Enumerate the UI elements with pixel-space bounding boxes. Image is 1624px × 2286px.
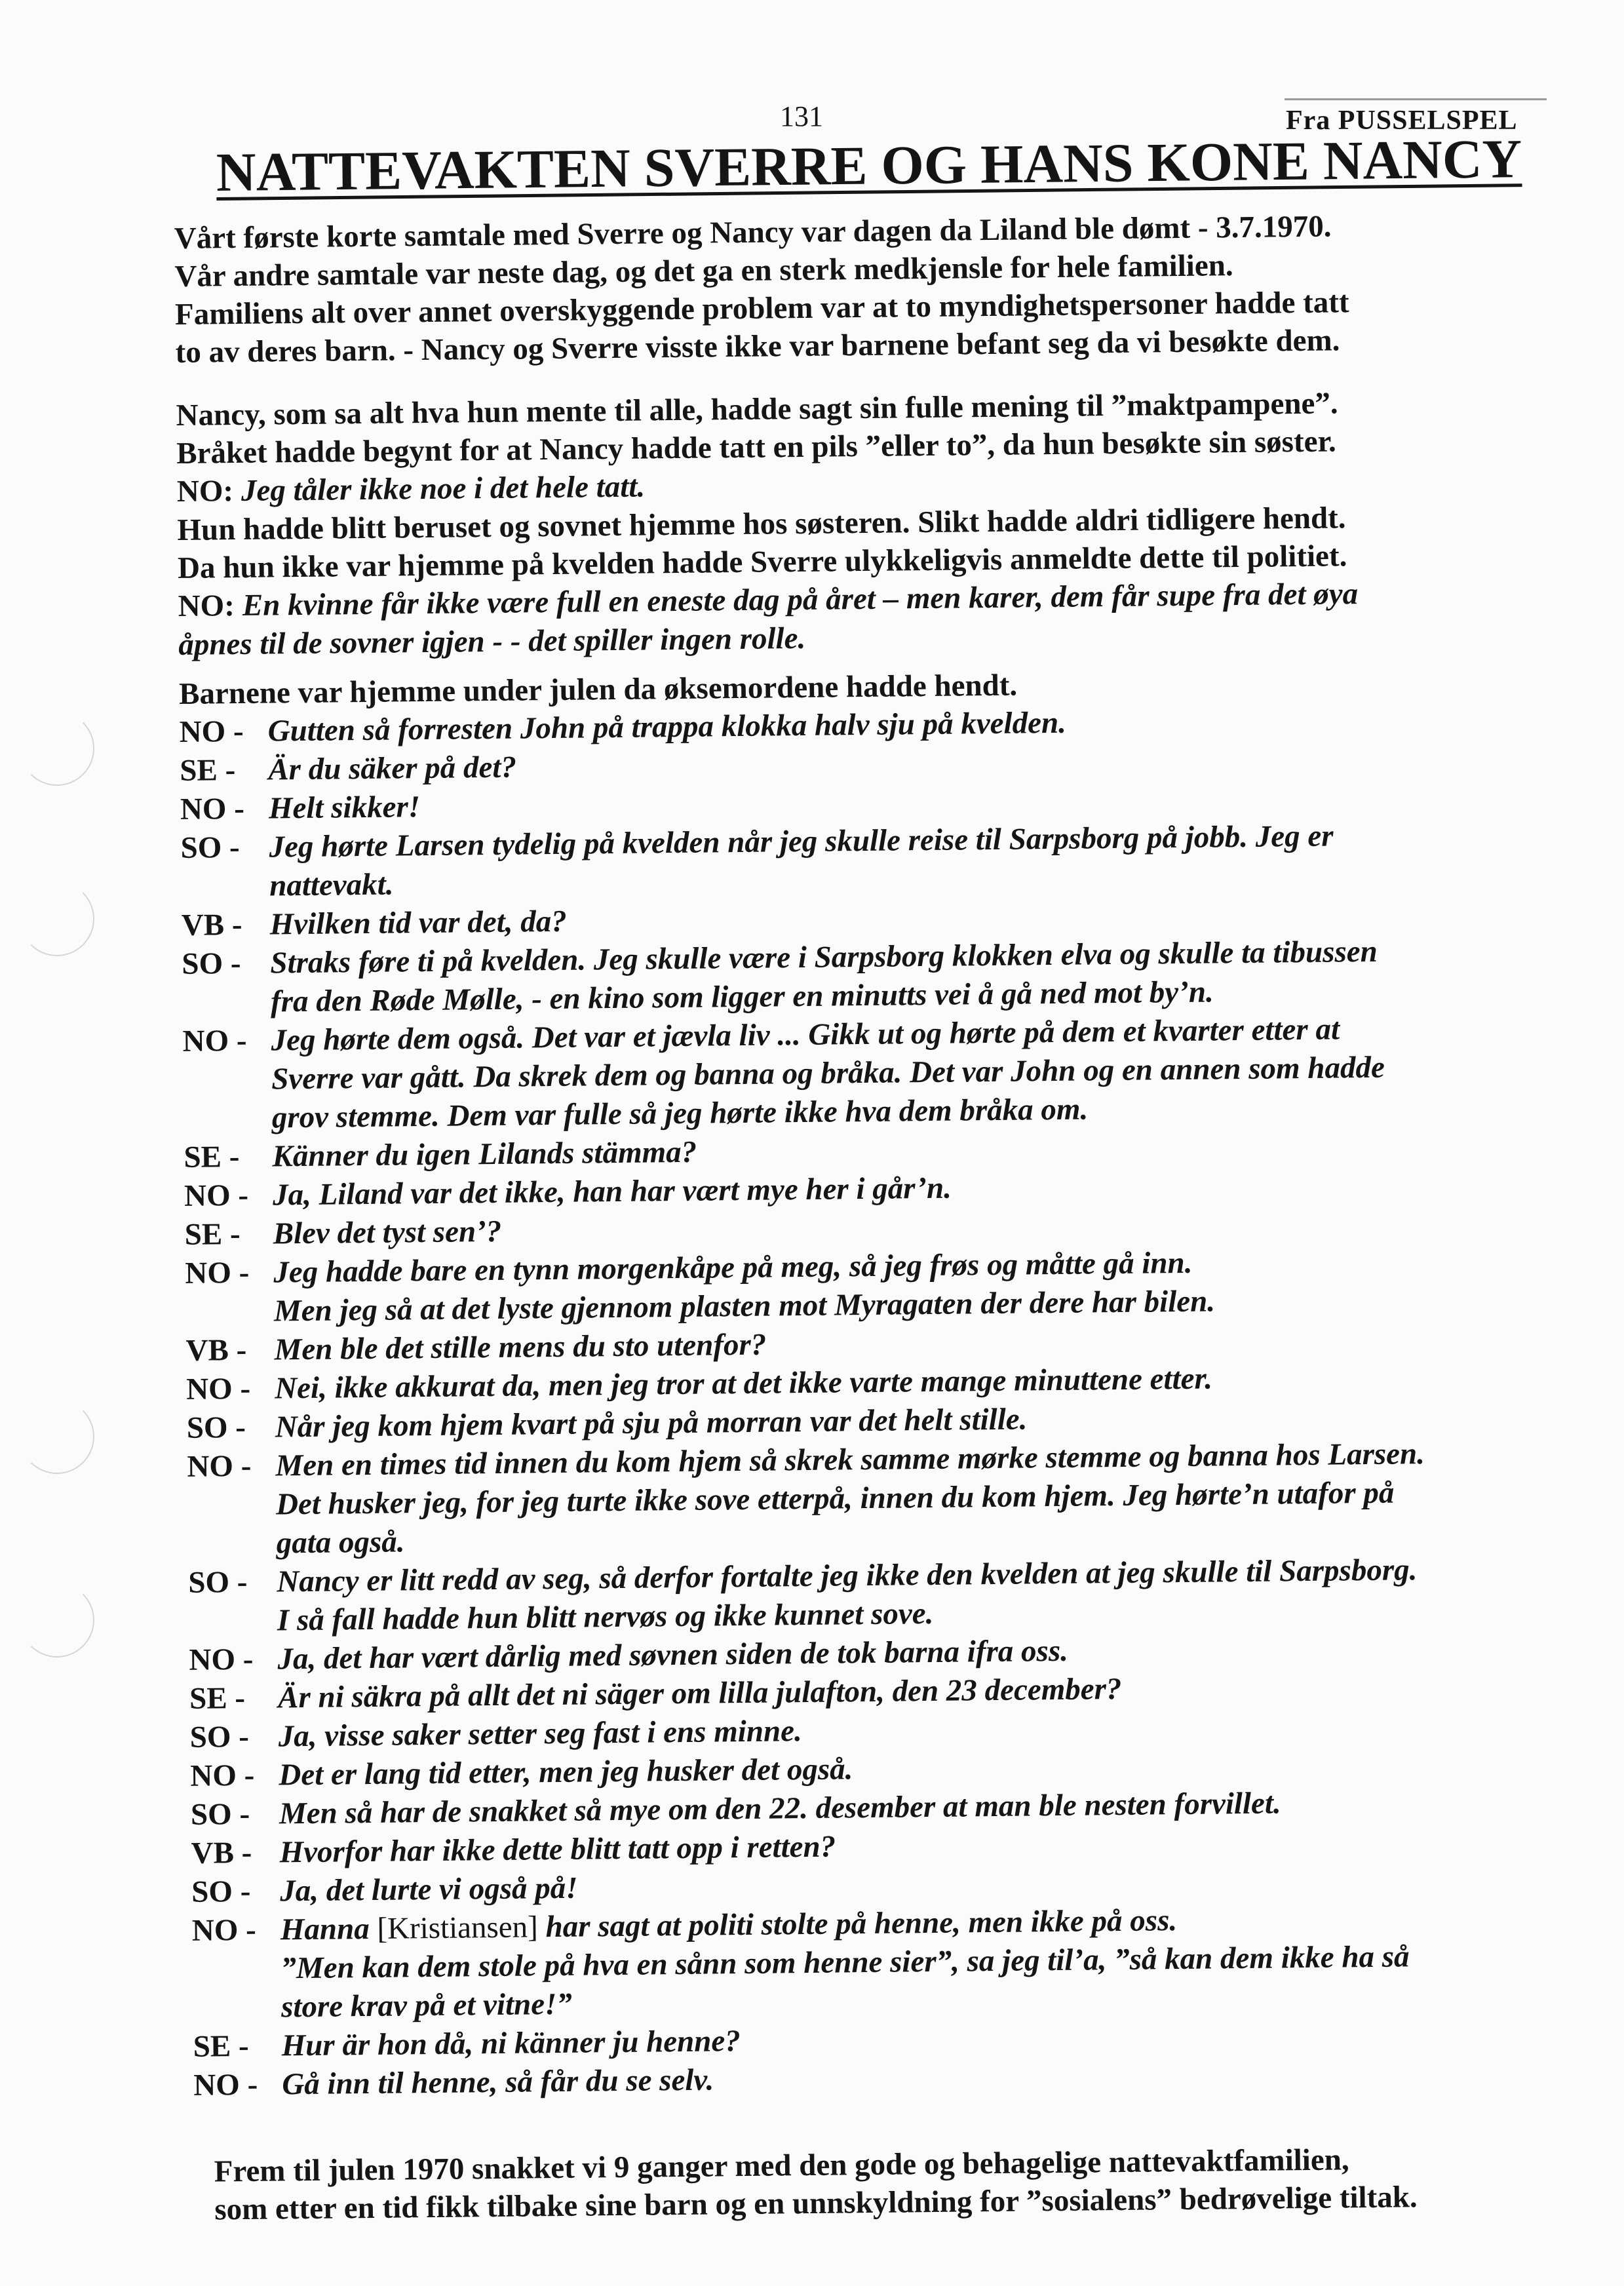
quote-line: NO: En kvinne får ikke være full en eneste dag på året – men karer, dem får supe fra det øya <box>178 577 1359 623</box>
speaker-label: NO - <box>179 714 244 749</box>
speaker-label: VB - <box>185 1332 247 1368</box>
dialogue-list <box>179 699 1509 1912</box>
dialogue-text: Ja, Liland var det ikke, han har vært mye her i går’n. <box>272 1171 952 1212</box>
speaker-label: SO - <box>186 1410 246 1445</box>
page-number: 131 <box>780 100 823 132</box>
quote-line: NO: Jeg tåler ikke noe i det hele tatt. <box>176 469 646 509</box>
speaker-label: SO - <box>191 1874 251 1909</box>
dialogue-text: Hvilken tid var det, da? <box>269 904 568 942</box>
dialogue-text: Känner du igen Lilands stämma? <box>272 1134 697 1174</box>
page-title: NATTEVAKTEN SVERRE OG HANS KONE NANCY <box>216 128 1522 203</box>
speaker-label: SO - <box>190 1796 250 1832</box>
speaker-label: SO - <box>189 1719 250 1754</box>
intro-paragraph-2: Nancy, som sa alt hva hun mente til alle, hadde sagt sin fulle mening til ”maktpampene”. Bråket hadde begynt for at Nancy hadde tatt en pils ”eller to”, da hun besøkte sin søster. NO: Jeg tåler ikke noe i det hele tatt. Hun hadde blitt beruset og sovnet hjemme hos søsteren. Slikt hadde aldri tidligere hendt. Da hun ikke var hjemme på kvelden hadde Sverre ulykkeligvis anmeldte dette til politiet. NO: En kvinne får ikke være full en eneste dag på året – men karer, dem får supe fra det øya åpnes til de sovner igjen - - det spiller ingen rolle. <box>176 386 1359 662</box>
speaker-label: VB - <box>191 1835 252 1870</box>
dialogue-text: Ja, det har vært dårlig med søvnen siden de tok barna ifra oss. <box>277 1633 1069 1676</box>
dialogue-row: NO - Hanna [Kristiansen] har sagt at politi stolte på henne, men ikke på oss. ”Men kan dem stole på hva en sånn som henne sier”, sa jeg til’a, ”så kan dem ikke ha så store krav på et vitne!” <box>191 1903 1410 2024</box>
speaker-label: NO - <box>182 1023 247 1058</box>
dialogue-text: Nancy er litt redd av seg, så derfor fortalte jeg ikke den kvelden at jeg skulle til Sarpsborg. I så fall hadde hun blitt nervøs og ikke kunnet sove. <box>277 1553 1418 1638</box>
intro-paragraph-1: Vårt første korte samtale med Sverre og Nancy var dagen da Liland ble dømt - 3.7.1970. Vår andre samtale var neste dag, og det ga en sterk medkjensle for hele familien. Familiens alt over annet overskyggende problem var at to myndighetspersoner hadde tatt to av deres barn. - Nancy og Sverre visste ikke var barnene befant seg da vi besøkte dem. <box>174 209 1349 370</box>
speaker-label: NO - <box>190 1758 255 1793</box>
speaker-label: SE - <box>180 753 236 788</box>
speaker-label: NO - <box>184 1178 249 1213</box>
dialogue-row <box>187 1434 1505 1564</box>
intro-paragraph-3: Barnene var hjemme under julen da øksemordene hadde hendt. <box>178 668 1018 711</box>
dialogue-text: Hur är hon då, ni känner ju henne? <box>281 2024 741 2063</box>
dialogue-text: Blev det tyst sen’? <box>273 1214 502 1251</box>
dialogue-row <box>188 1550 1506 1641</box>
dialogue-row <box>182 931 1499 1022</box>
speaker-label: SE - <box>193 2028 249 2064</box>
closing-dialogue-list <box>193 2014 1511 2105</box>
speaker-label: NO - <box>185 1255 250 1290</box>
speaker-label: NO - <box>185 1371 251 1406</box>
dialogue-row <box>185 1241 1503 1332</box>
dialogue-text: Helt sikker! <box>268 790 421 826</box>
speaker-label: SE - <box>184 1140 240 1174</box>
dialogue-text: Ja, det lurte vi også på! <box>279 1870 578 1908</box>
dialogue-text: Men så har de snakket så mye om den 22. desember at man ble nesten forvillet. <box>279 1786 1281 1831</box>
speaker-label: SO - <box>182 946 241 981</box>
dialogue-text: Jeg hadde bare en tynn morgenkåpe på meg, så jeg frøs og måtte gå inn. Men jeg så at det lyste gjennom plasten mot Myragaten der dere har bilen. <box>273 1245 1216 1328</box>
dialogue-text: Är ni säkra på allt det ni säger om lilla julafton, den 23 december? <box>277 1671 1122 1715</box>
dialogue-text: Gå inn til henne, så får du se selv. <box>282 2063 714 2102</box>
punch-hole <box>20 1399 94 1474</box>
speaker-label: SO - <box>188 1564 248 1600</box>
dialogue-text: Gutten så forresten John på trappa klokka halv sju på kvelden. <box>267 705 1067 748</box>
dialogue-row <box>182 1009 1501 1138</box>
dialogue-text: Det er lang tid etter, men jeg husker det også. <box>279 1752 853 1792</box>
dialogue-text: Nei, ikke akkurat da, men jeg tror at det ikke varte mange minuttene etter. <box>274 1361 1213 1406</box>
punch-hole <box>20 881 94 956</box>
dialogue-text: Ja, visse saker setter seg fast i ens minne. <box>278 1714 802 1754</box>
dialogue-text: Hvorfor har ikke dette blitt tatt opp i retten? <box>279 1829 836 1870</box>
speaker-label: SE - <box>184 1217 241 1252</box>
speaker-label: SO - <box>180 830 240 865</box>
speaker-label: NO - <box>180 791 245 826</box>
dialogue-text: Straks føre ti på kvelden. Jeg skulle være i Sarpsborg klokken elva og skulle ta tibussen fra den Røde Mølle, - en kino som ligger en minutts vei å gå ned mot by’n. <box>270 934 1378 1019</box>
dialogue-text: Men ble det stille mens du sto utenfor? <box>274 1327 767 1367</box>
speaker-label: NO - <box>193 2067 258 2102</box>
dialogue-text: Jeg hørte Larsen tydelig på kvelden når jeg skulle reise til Sarpsborg på jobb. Jeg er nattevakt. <box>269 819 1334 903</box>
dialogue-text: Är du säker på det? <box>268 750 517 787</box>
source-label: Fra PUSSELSPEL <box>1286 106 1518 136</box>
punch-hole <box>20 711 94 786</box>
dialogue-row <box>180 815 1498 906</box>
header-rule <box>1285 98 1547 100</box>
dialogue-text: Jeg hørte dem også. Det var et jævla liv ... Gikk ut og hørte på dem et kvarter etter at Sverre var gått. Da skrek dem og banna og bråka. Det var John og en annen som hadde grov stemme. Dem var fulle så jeg hørte ikke hva dem bråka om. <box>271 1012 1385 1135</box>
dialogue <box>179 661 1511 2105</box>
punch-hole <box>20 1583 94 1657</box>
speaker-label: NO - <box>189 1642 254 1677</box>
speaker-label: SE - <box>189 1680 246 1716</box>
speaker-label: NO - <box>187 1448 252 1484</box>
outro-paragraph: Frem til julen 1970 snakket vi 9 ganger med den gode og behagelige nattevaktfamilien, som etter en tid fikk tilbake sine barn og en unnskyldning for ”sosialens” bedrøvelige tiltak. <box>214 2142 1418 2227</box>
dialogue-text: Men en times tid innen du kom hjem så skrek samme mørke stemme og banna hos Larsen. Det husker jeg, for jeg turte ikke sove etterpå, innen du kom hjem. Jeg hørte’n utafor på gata også. <box>275 1437 1425 1560</box>
speaker-label: VB - <box>181 907 242 942</box>
dialogue-text: Når jeg kom hjem kvart på sju på morran var det helt stille. <box>275 1402 1028 1444</box>
